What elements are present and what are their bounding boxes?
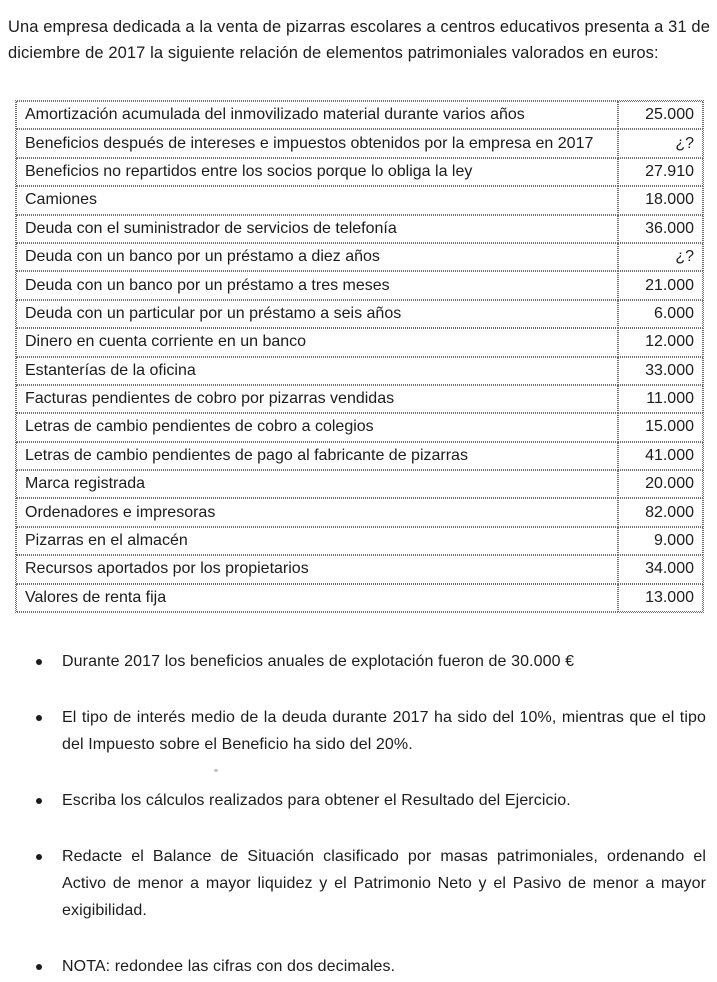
item-label: Deuda con el suministrador de servicios de telefonía bbox=[16, 215, 618, 243]
item-label: Recursos aportados por los propietarios bbox=[16, 555, 618, 583]
bullet-text: Redacte el Balance de Situación clasificado por masas patrimoniales, ordenando el Activo de menor a mayor liquidez y el Patrimonio Neto y el Pasivo de menor a mayor exigibilidad. bbox=[62, 848, 706, 919]
item-label: Valores de renta fija bbox=[16, 584, 618, 612]
bullet-dot-icon bbox=[36, 715, 42, 721]
table-row bbox=[16, 243, 703, 271]
bullet-dot-icon bbox=[36, 659, 42, 665]
bullet-text: Durante 2017 los beneficios anuales de explotación fueron de 30.000 € bbox=[62, 653, 575, 670]
item-label: Ordenadores e impresoras bbox=[16, 498, 618, 526]
item-value: 27.910 bbox=[618, 158, 703, 186]
inventory-table bbox=[15, 100, 704, 613]
item-value: 6.000 bbox=[618, 300, 703, 328]
item-value: 21.000 bbox=[618, 271, 703, 299]
item-label: Beneficios no repartidos entre los socios porque lo obliga la ley bbox=[16, 158, 618, 186]
item-value: 15.000 bbox=[618, 413, 703, 441]
bullet-text: Escriba los cálculos realizados para obtener el Resultado del Ejercicio. bbox=[62, 792, 571, 809]
list-item bbox=[0, 787, 712, 814]
item-label: Beneficios después de intereses e impuestos obtenidos por la empresa en 2017 bbox=[16, 129, 618, 157]
table-row bbox=[16, 413, 703, 441]
list-item bbox=[0, 648, 712, 675]
table-row bbox=[16, 527, 703, 555]
table-row bbox=[16, 129, 703, 157]
table-row bbox=[16, 357, 703, 385]
bullet-dot-icon bbox=[36, 798, 42, 804]
item-value: 34.000 bbox=[618, 555, 703, 583]
table-row bbox=[16, 271, 703, 299]
table-row bbox=[16, 385, 703, 413]
bullet-dot-icon bbox=[36, 964, 42, 970]
table-row bbox=[16, 300, 703, 328]
item-label: Letras de cambio pendientes de pago al fabricante de pizarras bbox=[16, 442, 618, 470]
table-row bbox=[16, 555, 703, 583]
item-label: Estanterías de la oficina bbox=[16, 357, 618, 385]
bullet-dot-icon bbox=[36, 854, 42, 860]
item-value: ¿? bbox=[618, 243, 703, 271]
list-item bbox=[0, 843, 712, 924]
table-row bbox=[16, 158, 703, 186]
item-value: 13.000 bbox=[618, 584, 703, 612]
inventory-table-body bbox=[16, 101, 703, 612]
item-label: Pizarras en el almacén bbox=[16, 527, 618, 555]
table-row bbox=[16, 101, 703, 129]
item-value: 9.000 bbox=[618, 527, 703, 555]
item-label: Deuda con un banco por un préstamo a diez años bbox=[16, 243, 618, 271]
item-label: Amortización acumulada del inmovilizado material durante varios años bbox=[16, 101, 618, 129]
item-label: Deuda con un banco por un préstamo a tres meses bbox=[16, 271, 618, 299]
table-row bbox=[16, 498, 703, 526]
item-value: 25.000 bbox=[618, 101, 703, 129]
item-label: Deuda con un particular por un préstamo a seis años bbox=[16, 300, 618, 328]
bullet-text: El tipo de interés medio de la deuda durante 2017 ha sido del 10%, mientras que el tipo del Impuesto sobre el Beneficio ha sido del 20%. bbox=[62, 709, 706, 753]
instructions-list bbox=[0, 648, 712, 982]
table-row bbox=[16, 470, 703, 498]
item-value: 11.000 bbox=[618, 385, 703, 413]
item-value: 18.000 bbox=[618, 186, 703, 214]
item-value: 36.000 bbox=[618, 215, 703, 243]
item-label: Camiones bbox=[16, 186, 618, 214]
item-label: Letras de cambio pendientes de cobro a colegios bbox=[16, 413, 618, 441]
table-row bbox=[16, 584, 703, 612]
item-value: ¿? bbox=[618, 129, 703, 157]
item-value: 33.000 bbox=[618, 357, 703, 385]
list-item bbox=[0, 704, 712, 758]
item-value: 12.000 bbox=[618, 328, 703, 356]
table-row bbox=[16, 215, 703, 243]
intro-paragraph: Una empresa dedicada a la venta de pizarras escolares a centros educativos presenta a 31 de diciembre de 2017 la siguiente relación de elementos patrimoniales valorados en euros: bbox=[8, 18, 710, 62]
item-value: 41.000 bbox=[618, 442, 703, 470]
item-value: 82.000 bbox=[618, 498, 703, 526]
bullet-text: NOTA: redondee las cifras con dos decimales. bbox=[62, 958, 396, 975]
item-label: Marca registrada bbox=[16, 470, 618, 498]
table-row bbox=[16, 328, 703, 356]
scan-artifact-dot bbox=[214, 769, 218, 772]
item-value: 20.000 bbox=[618, 470, 703, 498]
item-label: Dinero en cuenta corriente en un banco bbox=[16, 328, 618, 356]
table-row bbox=[16, 442, 703, 470]
item-label: Facturas pendientes de cobro por pizarras vendidas bbox=[16, 385, 618, 413]
table-row bbox=[16, 186, 703, 214]
list-item bbox=[0, 953, 712, 980]
